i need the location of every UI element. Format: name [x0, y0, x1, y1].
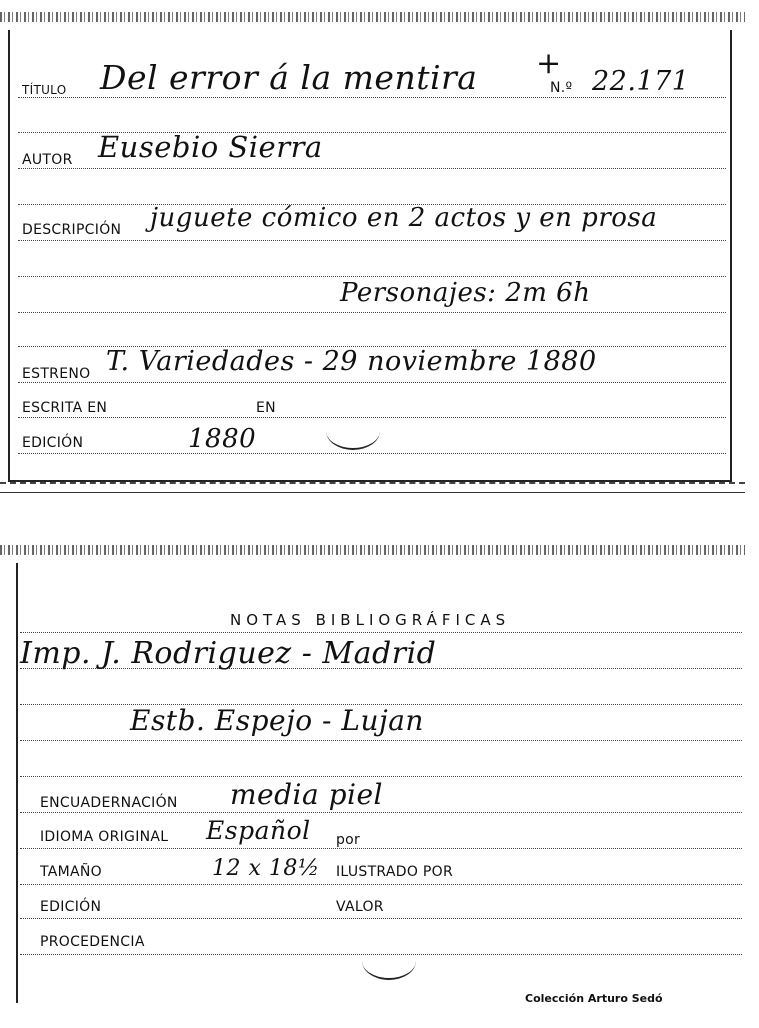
edicion-label-bottom: EDICIÓN — [40, 899, 102, 915]
numero-mark: + — [536, 46, 562, 81]
procedencia-label: PROCEDENCIA — [40, 934, 145, 950]
ilustrado-label: ILUSTRADO POR — [336, 864, 453, 880]
titulo-label: TÍTULO — [22, 83, 67, 97]
autor-label: AUTOR — [22, 152, 73, 168]
rule-edicion — [18, 453, 726, 454]
titulo-value: Del error á la mentira — [100, 58, 478, 97]
rule-b8 — [20, 884, 742, 885]
card-bottom-torn-edge — [0, 545, 745, 555]
edicion-label-top: EDICIÓN — [22, 435, 84, 451]
stamp-mark-top — [326, 412, 380, 450]
rule-titulo — [18, 97, 726, 98]
escrita-label: ESCRITA EN — [22, 400, 108, 416]
tamano-label: TAMAÑO — [40, 864, 102, 880]
rule-estreno — [18, 382, 726, 383]
idioma-value: Español — [206, 816, 311, 845]
en-label: EN — [256, 400, 276, 416]
personajes-value: Personajes: 2m 6h — [340, 278, 591, 308]
card-top-cut-line — [0, 492, 745, 493]
idioma-label: IDIOMA ORIGINAL — [40, 829, 169, 845]
tamano-value: 12 x 18½ — [212, 856, 320, 881]
valor-label: VALOR — [336, 899, 384, 915]
notas-heading: NOTAS BIBLIOGRÁFICAS — [230, 611, 511, 629]
descripcion-value: juguete cómico en 2 actos y en prosa — [150, 203, 658, 233]
edicion-value-top: 1880 — [188, 424, 257, 454]
nota-line1: Imp. J. Rodriguez - Madrid — [20, 636, 437, 671]
descripcion-label: DESCRIPCIÓN — [22, 222, 122, 238]
rule-5 — [18, 240, 726, 241]
por-label: por — [336, 832, 361, 848]
encuadernacion-label: ENCUADERNACIÓN — [40, 795, 178, 811]
rule-b6 — [20, 812, 742, 813]
collection-footer: Colección Arturo Sedó — [525, 992, 663, 1005]
card-top-torn-edge — [0, 12, 745, 22]
stamp-mark-bottom — [362, 942, 416, 980]
estreno-value: T. Variedades - 29 noviembre 1880 — [106, 346, 597, 377]
numero-value: 22.171 — [592, 66, 690, 97]
autor-value: Eusebio Sierra — [98, 130, 323, 164]
rule-b1 — [20, 632, 742, 633]
rule-6 — [18, 276, 726, 277]
numero-label: N.º — [550, 80, 573, 96]
rule-personajes — [18, 312, 726, 313]
estreno-label: ESTRENO — [22, 366, 91, 382]
rule-b9 — [20, 918, 742, 919]
encuadernacion-value: media piel — [230, 778, 383, 811]
rule-b7 — [20, 848, 742, 849]
rule-b4 — [20, 740, 742, 741]
nota-line2: Estb. Espejo - Lujan — [130, 704, 424, 737]
card-top-bottom-dashes — [0, 482, 745, 484]
rule-3 — [18, 168, 726, 169]
rule-b5 — [20, 776, 742, 777]
